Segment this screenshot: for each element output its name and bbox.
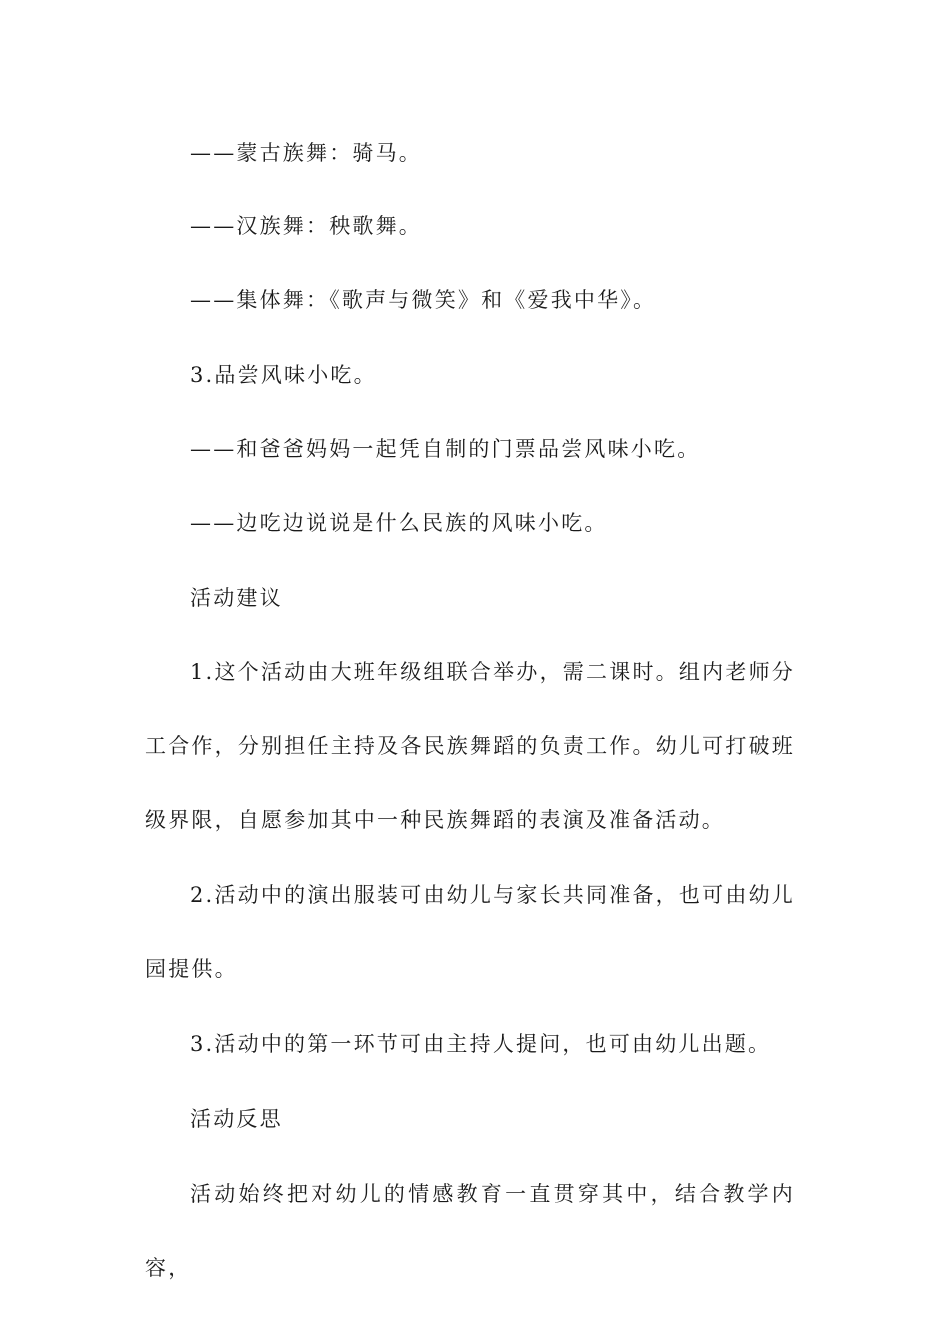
paragraph-suggestion-3: 3.活动中的第一环节可由主持人提问，也可由幼儿出题。: [190, 1032, 772, 1056]
paragraph-group-dance: ——集体舞：《歌声与微笑》和《爱我中华》。: [190, 288, 657, 312]
paragraph-suggestion-2: 2.活动中的演出服装可由幼儿与家长共同准备，也可由幼儿园提供。: [145, 883, 795, 981]
paragraph-taste-snacks: 3.品尝风味小吃。: [190, 363, 377, 387]
paragraph-reflection: 活动始终把对幼儿的情感教育一直贯穿其中，结合教学内容，: [145, 1182, 795, 1280]
heading-activity-suggestions: 活动建议: [190, 586, 283, 610]
paragraph-han-dance: ——汉族舞：秧歌舞。: [190, 214, 422, 238]
heading-activity-reflection: 活动反思: [190, 1107, 283, 1131]
paragraph-eat-and-talk: ——边吃边说说是什么民族的风味小吃。: [190, 511, 608, 535]
paragraph-suggestion-1: 1.这个活动由大班年级组联合举办，需二课时。组内老师分工合作，分别担任主持及各民族舞蹈的负责工作。幼儿可打破班级界限，自愿参加其中一种民族舞蹈的表演及准备活动。: [145, 660, 795, 832]
paragraph-with-parents: ——和爸爸妈妈一起凭自制的门票品尝风味小吃。: [190, 437, 701, 461]
paragraph-mongolian-dance: ——蒙古族舞：骑马。: [190, 141, 422, 165]
